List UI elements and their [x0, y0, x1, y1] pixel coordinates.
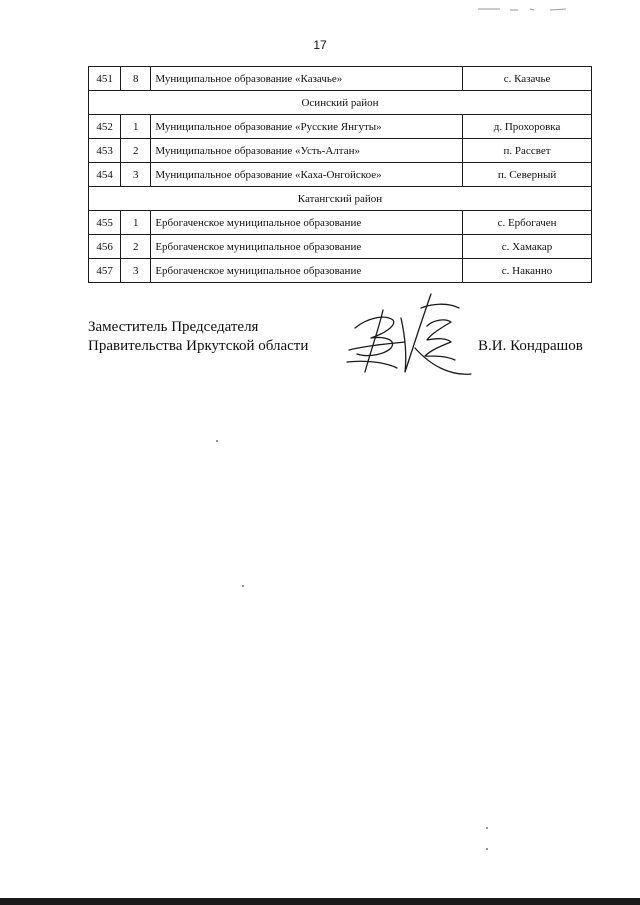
municipality-name: Муниципальное образование «Казачье» — [151, 67, 463, 91]
municipality-name: Муниципальное образование «Каха-Онгойское» — [151, 163, 463, 187]
district-row — [89, 91, 592, 115]
row-index: 1 — [121, 211, 151, 235]
scan-speck — [216, 440, 218, 442]
page-number: 17 — [313, 38, 327, 52]
settlement-name: с. Ербогачен — [463, 211, 592, 235]
row-number: 454 — [89, 163, 121, 187]
handwritten-signature — [335, 288, 475, 388]
district-heading: Катангский район — [89, 187, 592, 211]
row-number: 457 — [89, 259, 121, 283]
signer-name: В.И. Кондрашов — [478, 338, 583, 354]
scan-speck — [242, 585, 244, 587]
row-index: 3 — [121, 259, 151, 283]
row-number: 453 — [89, 139, 121, 163]
scan-speck — [486, 827, 488, 829]
municipality-name: Ербогаченское муниципальное образование — [151, 211, 463, 235]
municipality-table — [88, 66, 592, 283]
row-index: 2 — [121, 235, 151, 259]
table-row — [89, 259, 592, 283]
row-number: 451 — [89, 67, 121, 91]
district-heading: Осинский район — [89, 91, 592, 115]
table-row — [89, 115, 592, 139]
scan-speck — [486, 848, 488, 850]
scan-bottom-edge — [0, 898, 640, 905]
signer-position-line1: Заместитель Председателя — [88, 319, 259, 335]
row-index: 1 — [121, 115, 151, 139]
settlement-name: с. Хамакар — [463, 235, 592, 259]
scan-corner-mark — [470, 0, 630, 6]
municipality-name: Ербогаченское муниципальное образование — [151, 259, 463, 283]
table-row — [89, 235, 592, 259]
signer-position — [88, 318, 308, 356]
table-row — [89, 163, 592, 187]
row-number: 456 — [89, 235, 121, 259]
row-number: 455 — [89, 211, 121, 235]
settlement-name: п. Рассвет — [463, 139, 592, 163]
settlement-name: с. Казачье — [463, 67, 592, 91]
municipality-name: Муниципальное образование «Русские Янгуты» — [151, 115, 463, 139]
signer-position-line2: Правительства Иркутской области — [88, 338, 309, 354]
table-row — [89, 67, 592, 91]
settlement-name: д. Прохоровка — [463, 115, 592, 139]
settlement-name: п. Северный — [463, 163, 592, 187]
row-index: 2 — [121, 139, 151, 163]
settlement-name: с. Наканно — [463, 259, 592, 283]
table-row — [89, 139, 592, 163]
district-row — [89, 187, 592, 211]
row-number: 452 — [89, 115, 121, 139]
municipality-name: Ербогаченское муниципальное образование — [151, 235, 463, 259]
table-row — [89, 211, 592, 235]
row-index: 3 — [121, 163, 151, 187]
row-index: 8 — [121, 67, 151, 91]
municipality-name: Муниципальное образование «Усть-Алтан» — [151, 139, 463, 163]
